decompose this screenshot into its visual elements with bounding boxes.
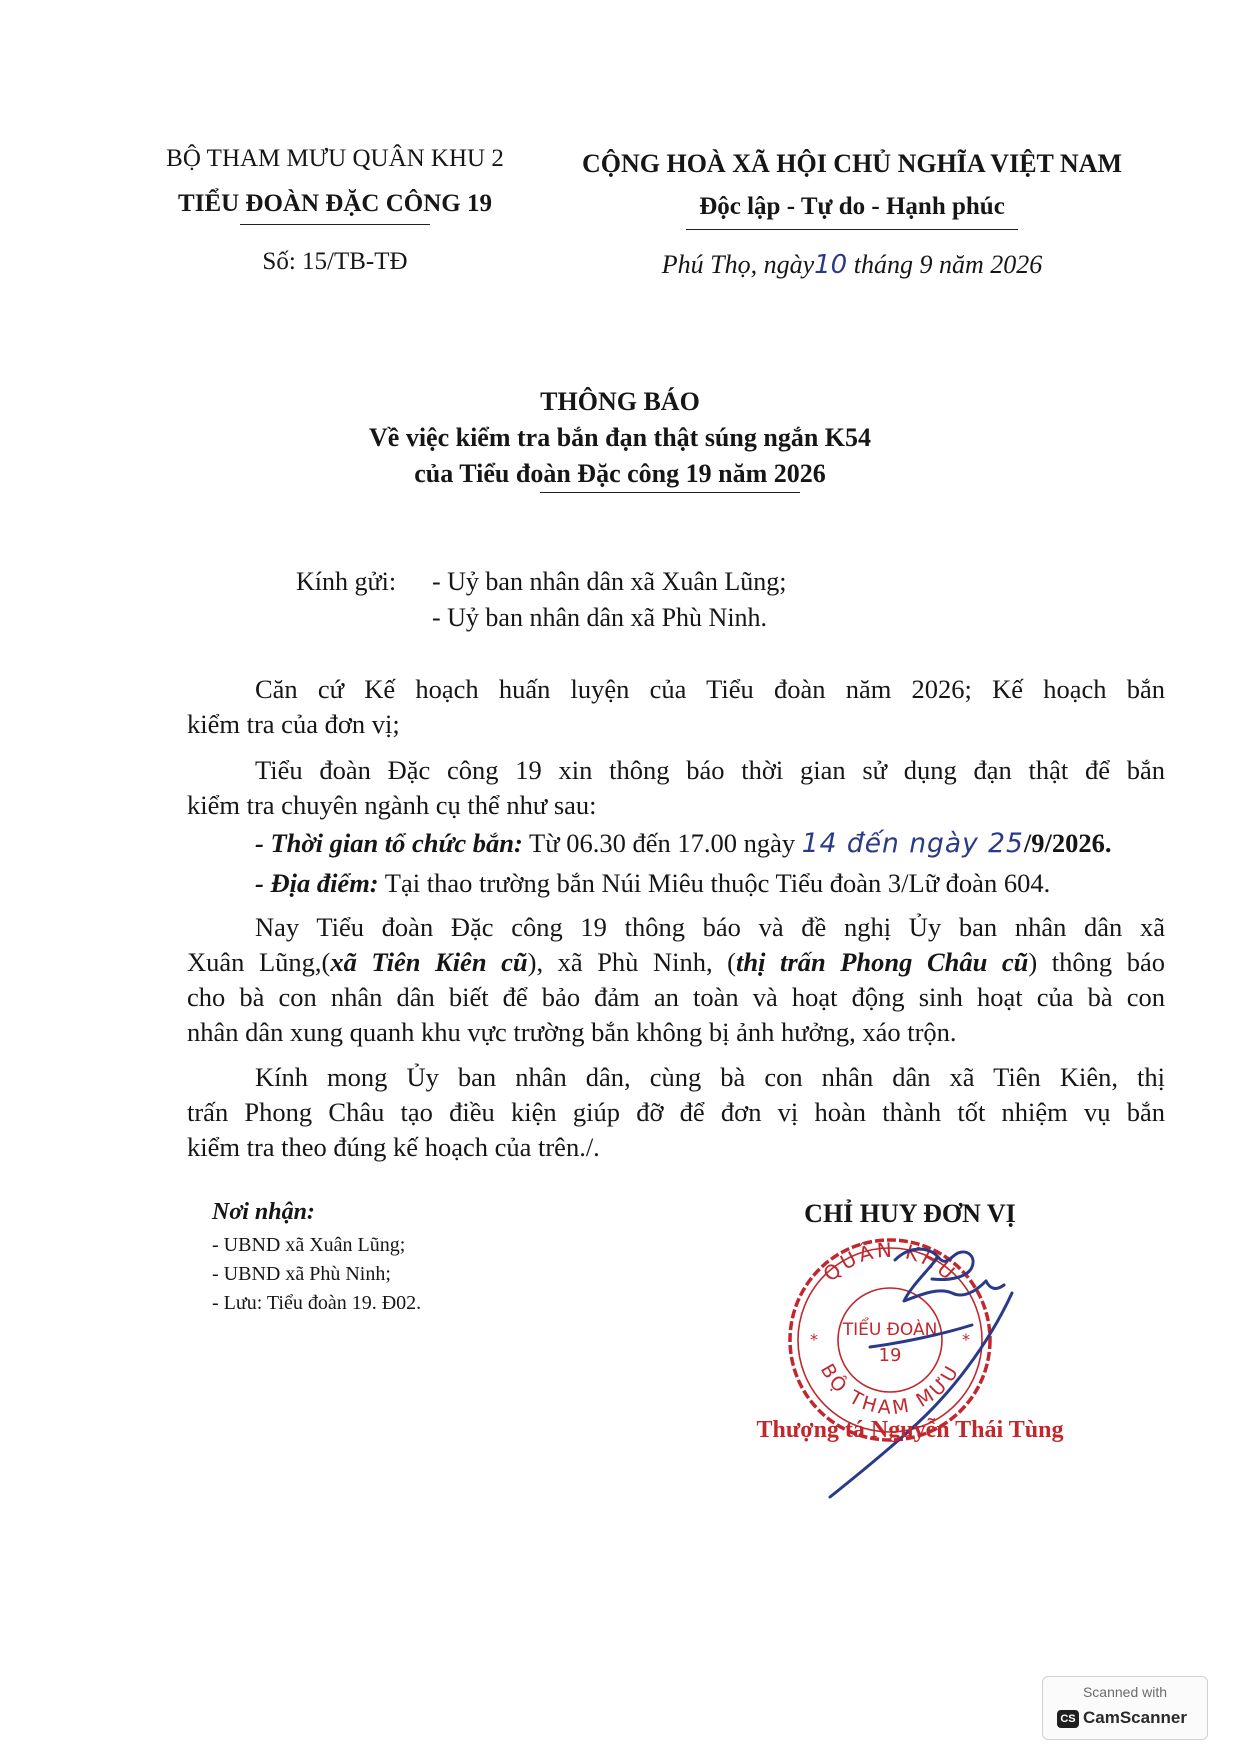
org-line-2: TIỂU ĐOÀN ĐẶC CÔNG 19 bbox=[178, 190, 492, 217]
scanner-watermark bbox=[1042, 1676, 1208, 1740]
recipient-1: - Uỷ ban nhân dân xã Xuân Lũng; bbox=[432, 567, 787, 596]
firing-time: - Thời gian tổ chức bắn: Từ 06.30 đến 17.00 ngày 14 đến ngày 25/9/2026. bbox=[255, 828, 1112, 859]
stamp-number: 19 bbox=[878, 1345, 902, 1366]
stamp-top-text: QUÂN KHU bbox=[818, 1237, 962, 1287]
distribution-item: - UBND xã Phù Ninh; bbox=[212, 1263, 391, 1285]
nation-heading: CỘNG HOÀ XÃ HỘI CHỦ NGHĨA VIỆT NAM bbox=[581, 149, 1123, 178]
distribution-item: - UBND xã Xuân Lũng; bbox=[212, 1234, 406, 1256]
signer-name: Thượng tá Nguyễn Thái Tùng bbox=[756, 1417, 1064, 1443]
paragraph-announcement: Tiểu đoàn Đặc công 19 xin thông báo thời gian sử dụng đạn thật để bắn kiểm tra chuyên ngành cụ thể như sau: bbox=[187, 755, 1165, 820]
title-subject-line-2: của Tiểu đoàn Đặc công 19 năm 2026 bbox=[414, 459, 826, 488]
document-number: Số: 15/TB-TĐ bbox=[262, 248, 408, 275]
org-underline bbox=[240, 224, 430, 225]
watermark-caption: Scanned with bbox=[1082, 1684, 1168, 1700]
stamp-unit-text: TIỂU ĐOÀN bbox=[842, 1320, 938, 1340]
document-title: THÔNG BÁO bbox=[540, 387, 700, 416]
handwritten-dates: 14 đến ngày 25 bbox=[801, 828, 1024, 859]
handwritten-signature bbox=[800, 1235, 1060, 1505]
handwritten-day: 10 bbox=[814, 250, 848, 280]
svg-text:*: * bbox=[962, 1330, 970, 1349]
signature-title: CHỈ HUY ĐƠN VỊ bbox=[804, 1199, 1016, 1228]
title-subject-line-1: Về việc kiểm tra bắn đạn thật súng ngắn K54 bbox=[369, 423, 871, 452]
svg-text:*: * bbox=[810, 1330, 818, 1349]
recipients-label: Kính gửi: bbox=[296, 567, 397, 596]
camscanner-logo-icon: CS bbox=[1057, 1710, 1079, 1728]
distribution-item: - Lưu: Tiểu đoàn 19. Đ02. bbox=[212, 1292, 422, 1314]
paragraph-basis: Căn cứ Kế hoạch huấn luyện của Tiểu đoàn năm 2026; Kế hoạch bắn kiểm tra của đơn vị; bbox=[187, 674, 1165, 739]
title-underline bbox=[540, 492, 800, 493]
motto-underline bbox=[686, 229, 1018, 230]
paragraph-request: Nay Tiểu đoàn Đặc công 19 thông báo và đề nghị Ủy ban nhân dân xã Xuân Lũng,(xã Tiên Kiên cũ), xã Phù Ninh, (thị trấn Phong Châu cũ) thông báo cho bà con nhân dân biết để bảo đảm an toàn và hoạt động sinh hoạt của bà con nhân dân xung quanh khu vực trường bắn không bị ảnh hưởng, xáo trộn. bbox=[187, 912, 1165, 1047]
recipient-2: - Uỷ ban nhân dân xã Phù Ninh. bbox=[432, 603, 768, 632]
motto: Độc lập - Tự do - Hạnh phúc bbox=[699, 193, 1005, 220]
firing-location: - Địa điểm: Tại thao trường bắn Núi Miêu thuộc Tiểu đoàn 3/Lữ đoàn 604. bbox=[255, 868, 1051, 898]
org-line-1: BỘ THAM MƯU QUÂN KHU 2 bbox=[166, 145, 504, 172]
issue-date: Phú Thọ, ngày10 tháng 9 năm 2026 bbox=[661, 250, 1043, 280]
distribution-label: Nơi nhận: bbox=[212, 1199, 315, 1225]
stamp-bottom-text: BỘ THAM MƯU bbox=[815, 1360, 965, 1420]
watermark-brand: CamScanner bbox=[1083, 1708, 1187, 1727]
paragraph-closing: Kính mong Ủy ban nhân dân, cùng bà con nhân dân xã Tiên Kiên, thị trấn Phong Châu tạo điều kiện giúp đỡ để đơn vị hoàn thành tốt nhiệm vụ bắn kiểm tra theo đúng kế hoạch của trên./. bbox=[187, 1062, 1165, 1162]
